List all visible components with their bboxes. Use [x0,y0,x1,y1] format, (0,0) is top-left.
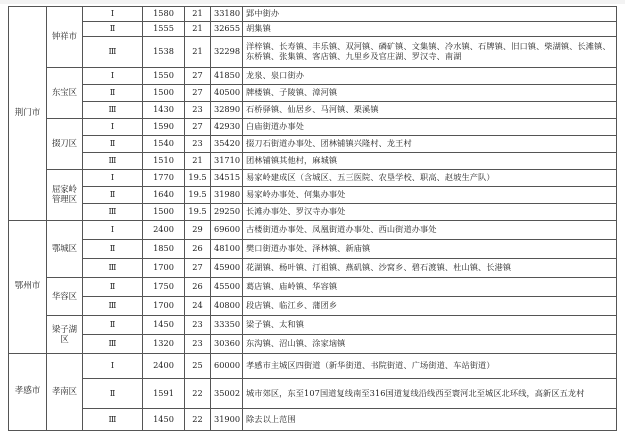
grade-cell: Ⅲ [83,335,143,354]
hours-cell: 1430 [143,102,185,119]
temp-cell: 23 [185,136,211,153]
temp-cell: 19.5 [185,187,211,204]
grade-cell: Ⅱ [83,85,143,102]
grade-cell: Ⅱ [83,316,143,335]
table-row [9,409,617,431]
heat-cell: 42930 [211,119,243,136]
heat-cell: 31900 [211,409,243,431]
areas-cell: 除去以上范围 [243,409,617,431]
district-cell: 华容区 [47,278,83,316]
grade-cell: Ⅲ [83,259,143,278]
areas-cell: 龙泉、泉口街办 [243,68,617,85]
grade-cell: Ⅲ [83,37,143,68]
heating-zone-table [8,6,617,431]
table-row [9,85,617,102]
temp-cell: 26 [185,278,211,297]
table-row [9,7,617,22]
heat-cell: 69600 [211,221,243,240]
hours-cell: 1750 [143,278,185,297]
temp-cell: 27 [185,259,211,278]
grade-cell: Ⅲ [83,102,143,119]
hours-cell: 2400 [143,221,185,240]
hours-cell: 1700 [143,297,185,316]
heat-cell: 45900 [211,259,243,278]
grade-cell: Ⅰ [83,354,143,379]
data-table-sheet [8,6,617,431]
hours-cell: 2400 [143,354,185,379]
hours-cell: 1500 [143,204,185,221]
areas-cell: 牌楼镇、子陵镇、漳河镇 [243,85,617,102]
table-row [9,170,617,187]
district-cell: 钟祥市 [47,7,83,68]
areas-cell: 胡集镇 [243,22,617,37]
grade-cell: Ⅱ [83,278,143,297]
areas-cell: 段店镇、临江乡、蒲团乡 [243,297,617,316]
grade-cell: Ⅱ [83,187,143,204]
areas-cell: 梁子镇、太和镇 [243,316,617,335]
grade-cell: Ⅲ [83,204,143,221]
grade-cell: Ⅰ [83,7,143,22]
city-cell: 鄂州市 [9,221,47,354]
table-row [9,297,617,316]
areas-cell: 易家岭建成区（含城区、五三医院、农垦学校、职高、赵坡生产队） [243,170,617,187]
areas-cell: 葛店镇、庙岭镇、华容镇 [243,278,617,297]
areas-cell: 石桥驿镇、仙居乡、马河镇、栗溪镇 [243,102,617,119]
district-cell: 屈家岭管理区 [47,170,83,221]
heat-cell: 33350 [211,316,243,335]
district-cell: 东宝区 [47,68,83,119]
areas-cell: 长滩办事处、罗汉寺办事处 [243,204,617,221]
heat-cell: 48100 [211,240,243,259]
heat-cell: 35420 [211,136,243,153]
heat-cell: 31980 [211,187,243,204]
areas-cell: 孝感市主城区四街道（新华街道、书院街道、广场街道、车站街道） [243,354,617,379]
table-row [9,259,617,278]
temp-cell: 27 [185,68,211,85]
temp-cell: 24 [185,297,211,316]
district-cell: 孝南区 [47,354,83,431]
hours-cell: 1510 [143,153,185,170]
temp-cell: 21 [185,37,211,68]
table-row [9,379,617,409]
areas-cell: 白庙街道办事处 [243,119,617,136]
heat-cell: 40500 [211,85,243,102]
table-row [9,102,617,119]
temp-cell: 21 [185,7,211,22]
city-cell: 孝感市 [9,354,47,431]
table-row [9,153,617,170]
table-row [9,136,617,153]
hours-cell: 1320 [143,335,185,354]
heat-cell: 32890 [211,102,243,119]
areas-cell: 团林铺镇其他村，麻城镇 [243,153,617,170]
heat-cell: 33180 [211,7,243,22]
hours-cell: 1538 [143,37,185,68]
areas-cell: 花湖镇、杨叶镇、汀祖镇、燕矶镇、沙窝乡、碧石渡镇、杜山镇、长港镇 [243,259,617,278]
hours-cell: 1550 [143,68,185,85]
heat-cell: 35002 [211,379,243,409]
heat-cell: 34515 [211,170,243,187]
temp-cell: 23 [185,316,211,335]
temp-cell: 21 [185,22,211,37]
grade-cell: Ⅱ [83,240,143,259]
hours-cell: 1500 [143,85,185,102]
heat-cell: 32298 [211,37,243,68]
table-row [9,37,617,68]
table-row [9,187,617,204]
hours-cell: 1580 [143,7,185,22]
grade-cell: Ⅰ [83,221,143,240]
areas-cell: 城市郊区，东至107国道复线南至316国道复线沿线西至寰河北至城区北环线，高新区五龙村 [243,379,617,409]
temp-cell: 21 [185,153,211,170]
table-row [9,335,617,354]
temp-cell: 27 [185,85,211,102]
areas-cell: 掇刀石街道办事处、团林铺镇兴隆村、龙王村 [243,136,617,153]
areas-cell: 古楼街道办事处、凤凰街道办事处、西山街道办事处 [243,221,617,240]
hours-cell: 1591 [143,379,185,409]
temp-cell: 29 [185,221,211,240]
temp-cell: 25 [185,354,211,379]
table-row [9,119,617,136]
grade-cell: Ⅲ [83,153,143,170]
district-cell: 鄂城区 [47,221,83,278]
grade-cell: Ⅲ [83,297,143,316]
areas-cell: 樊口街道办事处、泽林镇、新庙镇 [243,240,617,259]
temp-cell: 19.5 [185,170,211,187]
temp-cell: 22 [185,379,211,409]
temp-cell: 26 [185,240,211,259]
grade-cell: Ⅰ [83,119,143,136]
areas-cell: 郢中街办 [243,7,617,22]
areas-cell: 易家岭办事处、何集办事处 [243,187,617,204]
heat-cell: 31710 [211,153,243,170]
grade-cell: Ⅲ [83,409,143,431]
heat-cell: 45500 [211,278,243,297]
hours-cell: 1640 [143,187,185,204]
temp-cell: 19.5 [185,204,211,221]
grade-cell: Ⅰ [83,170,143,187]
table-row [9,22,617,37]
hours-cell: 1540 [143,136,185,153]
heat-cell: 40800 [211,297,243,316]
table-row [9,204,617,221]
hours-cell: 1850 [143,240,185,259]
grade-cell: Ⅱ [83,22,143,37]
district-cell: 梁子湖区 [47,316,83,354]
table-row [9,68,617,85]
table-row [9,354,617,379]
hours-cell: 1590 [143,119,185,136]
grade-cell: Ⅰ [83,68,143,85]
heat-cell: 29250 [211,204,243,221]
heat-cell: 41850 [211,68,243,85]
temp-cell: 23 [185,102,211,119]
top-shading [0,0,625,4]
heat-cell: 60000 [211,354,243,379]
temp-cell: 22 [185,409,211,431]
grade-cell: Ⅱ [83,136,143,153]
hours-cell: 1555 [143,22,185,37]
district-cell: 掇刀区 [47,119,83,170]
grade-cell: Ⅱ [83,379,143,409]
areas-cell: 东沟镇、沼山镇、涂家垴镇 [243,335,617,354]
temp-cell: 23 [185,335,211,354]
hours-cell: 1450 [143,409,185,431]
table-row [9,221,617,240]
hours-cell: 1450 [143,316,185,335]
table-row [9,278,617,297]
table-row [9,316,617,335]
heat-cell: 32655 [211,22,243,37]
hours-cell: 1770 [143,170,185,187]
heat-cell: 30360 [211,335,243,354]
areas-cell: 洋梓镇、长寿镇、丰乐镇、双河镇、磷矿镇、文集镇、冷水镇、石牌镇、旧口镇、柴湖镇、长滩镇、东桥镇、张集镇、客店镇、九里乡及官庄湖、罗汉寺、南湖 [243,37,617,68]
table-row [9,240,617,259]
city-cell: 荆门市 [9,7,47,221]
temp-cell: 27 [185,119,211,136]
hours-cell: 1700 [143,259,185,278]
